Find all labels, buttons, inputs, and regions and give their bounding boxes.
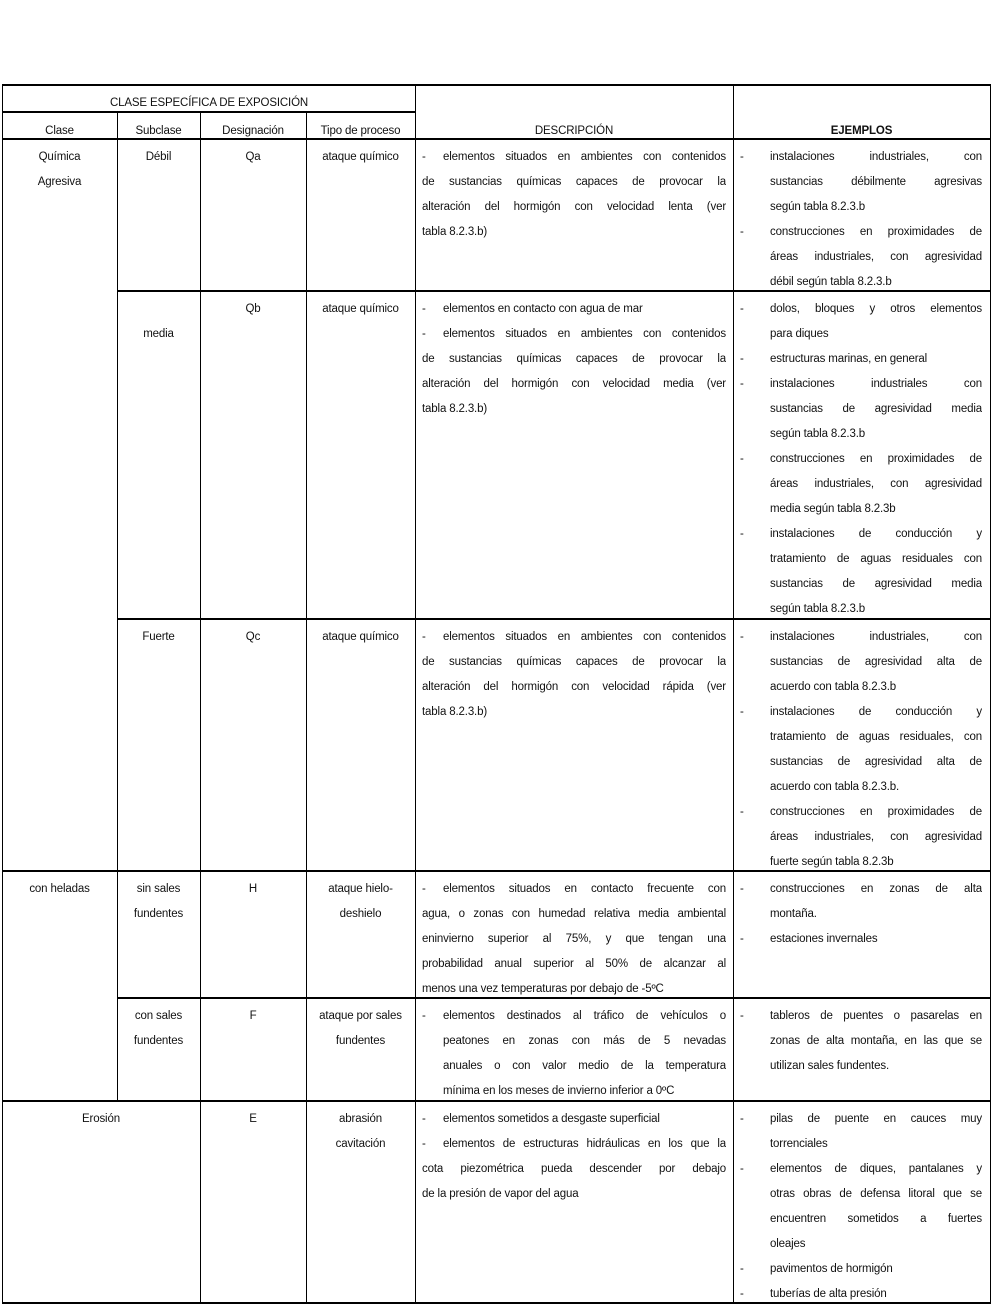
bullet-dash: - — [740, 706, 744, 718]
ejemplo-line: media según tabla 8.2.3b — [770, 503, 896, 515]
descripcion-line: elementos situados en contacto frecuente con — [443, 883, 726, 895]
tipo-line: deshielo — [339, 908, 382, 920]
ejemplo-item — [740, 1004, 982, 1079]
clase-quimica-agresiva — [2, 145, 117, 195]
ejemplo-line: fuerte según tabla 8.2.3b — [770, 856, 894, 868]
ejemplo-line: sustancias débilmente agresivas — [770, 176, 982, 188]
ejemplo-item — [740, 522, 982, 622]
bullet-dash: - — [422, 328, 426, 340]
header-ejemplos: EJEMPLOS — [830, 125, 893, 137]
descripcion-cell — [422, 1107, 726, 1207]
tipo-line: fundentes — [335, 1035, 386, 1047]
subclase-cell — [117, 625, 200, 650]
ejemplo-line: sustancias de agresividad media — [770, 403, 982, 415]
ejemplo-item — [740, 297, 982, 347]
clase-line: Agresiva — [37, 176, 82, 188]
descripcion-line: cota piezométrica pueda descender por debajo — [422, 1163, 726, 1175]
tipo-cell — [306, 877, 415, 927]
ejemplo-line: tratamiento de aguas residuales con — [770, 553, 982, 565]
descripcion-line: de sustancias químicas capaces de provocar la — [422, 656, 726, 668]
bullet-dash: - — [740, 453, 744, 465]
subclase-line: fundentes — [133, 908, 184, 920]
subclase-line: media — [143, 328, 174, 340]
bullet-dash: - — [740, 226, 744, 238]
descripcion-cell — [422, 1004, 726, 1104]
bullet-dash: - — [740, 1263, 744, 1275]
descripcion-line: elementos situados en ambientes con contenidos — [443, 151, 726, 163]
rule — [733, 85, 734, 1304]
descripcion-line: elementos en contacto con agua de mar — [443, 303, 643, 315]
ejemplo-line: acuerdo con tabla 8.2.3.b — [770, 681, 897, 693]
tipo-line: ataque químico — [322, 631, 399, 643]
ejemplo-line: instalaciones industriales, con — [770, 151, 982, 163]
ejemplo-line: débil según tabla 8.2.3.b — [770, 276, 892, 288]
descripcion-line: tabla 8.2.3.b) — [422, 706, 488, 718]
subclase-line — [117, 297, 200, 322]
ejemplo-line: acuerdo con tabla 8.2.3.b. — [770, 781, 900, 793]
descripcion-line: tabla 8.2.3.b) — [422, 226, 488, 238]
ejemplo-line: instalaciones industriales, con — [770, 631, 982, 643]
descripcion-line: elementos sometidos a desgaste superficial — [443, 1113, 660, 1125]
descripcion-cell — [422, 297, 726, 422]
ejemplo-item — [740, 347, 982, 372]
ejemplo-item — [740, 877, 982, 927]
bullet-dash: - — [422, 1138, 426, 1150]
ejemplo-item — [740, 700, 982, 800]
descripcion-cell — [422, 145, 726, 245]
ejemplo-line: elementos de diques, pantalanes y — [770, 1163, 982, 1175]
ejemplo-line: oleajes — [770, 1238, 806, 1250]
descripcion-line: elementos destinados al tráfico de vehículos o — [443, 1010, 726, 1022]
rule — [2, 84, 991, 86]
descripcion-line: menos una vez temperaturas por debajo de -5ºC — [422, 983, 664, 995]
ejemplo-line: pilas de puente en cauces muy — [770, 1113, 982, 1125]
ejemplos-cell — [740, 1004, 982, 1079]
bullet-dash: - — [740, 151, 744, 163]
tipo-line: cavitación — [335, 1138, 386, 1150]
ejemplo-item — [740, 447, 982, 522]
tipo-line: ataque químico — [322, 151, 399, 163]
bullet-dash: - — [740, 1010, 744, 1022]
ejemplo-line: tuberías de alta presión — [770, 1288, 887, 1300]
subclase-line: sin sales — [136, 883, 181, 895]
designacion-cell: Qc — [245, 631, 261, 643]
rule — [415, 85, 416, 1304]
subclase-cell — [117, 1004, 200, 1054]
designacion-cell: H — [248, 883, 258, 895]
tipo-line: ataque químico — [322, 303, 399, 315]
descripcion-item — [422, 1132, 726, 1207]
descripcion-line: agua, o zonas con humedad relativa media ambiental — [422, 908, 726, 920]
clase-line: Química — [38, 151, 81, 163]
ejemplo-line: dolos, bloques y otros elementos — [770, 303, 982, 315]
descripcion-line: mínima en los meses de invierno inferior a 0ºC — [443, 1085, 675, 1097]
ejemplo-line: según tabla 8.2.3.b — [770, 428, 865, 440]
designacion-cell: Qa — [245, 151, 261, 163]
ejemplo-item — [740, 372, 982, 447]
bullet-dash: - — [740, 933, 744, 945]
header-descripcion: DESCRIPCIÓN — [534, 125, 614, 137]
ejemplos-cell — [740, 625, 982, 875]
ejemplo-item — [740, 220, 982, 295]
tipo-cell — [306, 145, 415, 170]
descripcion-line: elementos situados en ambientes con contenidos — [443, 631, 726, 643]
tipo-line: ataque por sales — [319, 1010, 402, 1022]
ejemplo-line: torrenciales — [770, 1138, 828, 1150]
ejemplo-line: instalaciones de conducción y — [770, 528, 982, 540]
subclase-cell — [117, 145, 200, 170]
descripcion-line: probabilidad anual superior al 50% de alcanzar al — [422, 958, 726, 970]
descripcion-line: eninvierno superior al 75%, y que tengan una — [422, 933, 726, 945]
descripcion-line: tabla 8.2.3.b) — [422, 403, 488, 415]
ejemplo-line: sustancias de agresividad alta de — [770, 756, 982, 768]
ejemplos-cell — [740, 1107, 982, 1307]
ejemplo-line: utilizan sales fundentes. — [770, 1060, 889, 1072]
bullet-dash: - — [740, 528, 744, 540]
descripcion-line: peatones en zonas con más de 5 nevadas — [443, 1035, 726, 1047]
subclase-line: con sales — [134, 1010, 183, 1022]
ejemplo-line: encuentren sometidos a fuertes — [770, 1213, 982, 1225]
header-group-title: CLASE ESPECÍFICA DE EXPOSICIÓN — [109, 97, 309, 109]
clase-erosion: Erosión — [82, 1113, 120, 1125]
ejemplo-line: áreas industriales, con agresividad — [770, 251, 982, 263]
ejemplo-line: para diques — [770, 328, 829, 340]
bullet-dash: - — [422, 303, 426, 315]
descripcion-item — [422, 1107, 726, 1132]
descripcion-line: elementos de estructuras hidráulicas en los que la — [443, 1138, 726, 1150]
tipo-cell — [306, 297, 415, 322]
descripcion-item — [422, 625, 726, 725]
bullet-dash: - — [422, 151, 426, 163]
designacion-cell: E — [249, 1113, 257, 1125]
ejemplo-line: instalaciones de conducción y — [770, 706, 982, 718]
ejemplo-line: tableros de puentes o pasarelas en — [770, 1010, 982, 1022]
subclase-line: fundentes — [133, 1035, 184, 1047]
descripcion-line: de sustancias químicas capaces de provocar la — [422, 353, 726, 365]
ejemplos-cell — [740, 297, 982, 622]
bullet-dash: - — [740, 631, 744, 643]
descripcion-item — [422, 297, 726, 322]
descripcion-line: de sustancias químicas capaces de provocar la — [422, 176, 726, 188]
bullet-dash: - — [740, 806, 744, 818]
tipo-cell — [306, 1107, 415, 1157]
descripcion-line: de la presión de vapor del agua — [422, 1188, 579, 1200]
ejemplo-line: construcciones en zonas de alta — [770, 883, 982, 895]
tipo-line: ataque hielo- — [328, 883, 393, 895]
ejemplo-line: construcciones en proximidades de — [770, 806, 982, 818]
ejemplo-item — [740, 145, 982, 220]
descripcion-item — [422, 145, 726, 245]
bullet-dash: - — [740, 378, 744, 390]
ejemplo-item — [740, 800, 982, 875]
bullet-dash: - — [422, 883, 426, 895]
tipo-cell — [306, 1004, 415, 1054]
descripcion-line: alteración del hormigón con velocidad lenta (ver — [422, 201, 726, 213]
subclase-line: Débil — [145, 151, 172, 163]
descripcion-line: alteración del hormigón con velocidad rápida (ver — [422, 681, 726, 693]
descripcion-cell — [422, 877, 726, 1002]
designacion-cell: Qb — [245, 303, 261, 315]
ejemplo-line: áreas industriales, con agresividad — [770, 831, 982, 843]
descripcion-line: elementos situados en ambientes con contenidos — [443, 328, 726, 340]
ejemplo-line: áreas industriales, con agresividad — [770, 478, 982, 490]
bullet-dash: - — [422, 1010, 426, 1022]
rule — [2, 138, 991, 140]
bullet-dash: - — [740, 1288, 744, 1300]
header-subclase: Subclase — [135, 125, 182, 137]
descripcion-item — [422, 322, 726, 422]
tipo-line: abrasión — [339, 1113, 382, 1125]
ejemplo-line: construcciones en proximidades de — [770, 226, 982, 238]
bullet-dash: - — [740, 1113, 744, 1125]
subclase-cell — [117, 297, 200, 347]
header-designacion: Designación — [222, 125, 284, 137]
ejemplo-line: sustancias de agresividad alta de — [770, 656, 982, 668]
tipo-cell — [306, 625, 415, 650]
descripcion-line: anuales o con valor medio de la temperatura — [443, 1060, 726, 1072]
ejemplo-line: construcciones en proximidades de — [770, 453, 982, 465]
clase-con-heladas: con heladas — [29, 883, 90, 895]
ejemplo-line: tratamiento de aguas residuales, con — [770, 731, 982, 743]
ejemplo-item — [740, 927, 982, 952]
ejemplo-line: según tabla 8.2.3.b — [770, 603, 865, 615]
subclase-cell — [117, 877, 200, 927]
descripcion-cell — [422, 625, 726, 725]
ejemplo-line: instalaciones industriales con — [770, 378, 982, 390]
bullet-dash: - — [740, 1163, 744, 1175]
ejemplo-item — [740, 1282, 982, 1307]
ejemplo-line: estructuras marinas, en general — [770, 353, 928, 365]
ejemplo-item — [740, 1257, 982, 1282]
ejemplos-cell — [740, 877, 982, 952]
descripcion-line: alteración del hormigón con velocidad media (ver — [422, 378, 726, 390]
ejemplo-line: sustancias de agresividad media — [770, 578, 982, 590]
rule — [2, 111, 416, 113]
bullet-dash: - — [422, 1113, 426, 1125]
ejemplo-item — [740, 625, 982, 700]
ejemplo-line: otras obras de defensa litoral que se — [770, 1188, 982, 1200]
header-clase: Clase — [45, 125, 74, 137]
bullet-dash: - — [740, 883, 744, 895]
descripcion-item — [422, 877, 726, 1002]
ejemplo-line: pavimentos de hormigón — [770, 1263, 893, 1275]
bullet-dash: - — [740, 353, 744, 365]
designacion-cell: F — [249, 1010, 257, 1022]
ejemplo-line: según tabla 8.2.3.b — [770, 201, 865, 213]
ejemplo-line: zonas de alta montaña, en las que se — [770, 1035, 982, 1047]
ejemplo-item — [740, 1107, 982, 1157]
subclase-line: Fuerte — [142, 631, 175, 643]
bullet-dash: - — [740, 303, 744, 315]
ejemplo-item — [740, 1157, 982, 1257]
descripcion-item — [422, 1004, 726, 1104]
header-tipo: Tipo de proceso — [320, 125, 401, 137]
ejemplo-line: montaña. — [770, 908, 817, 920]
bullet-dash: - — [422, 631, 426, 643]
ejemplos-cell — [740, 145, 982, 295]
ejemplo-line: estaciones invernales — [770, 933, 878, 945]
rule — [990, 85, 991, 1304]
rule — [117, 112, 118, 1102]
